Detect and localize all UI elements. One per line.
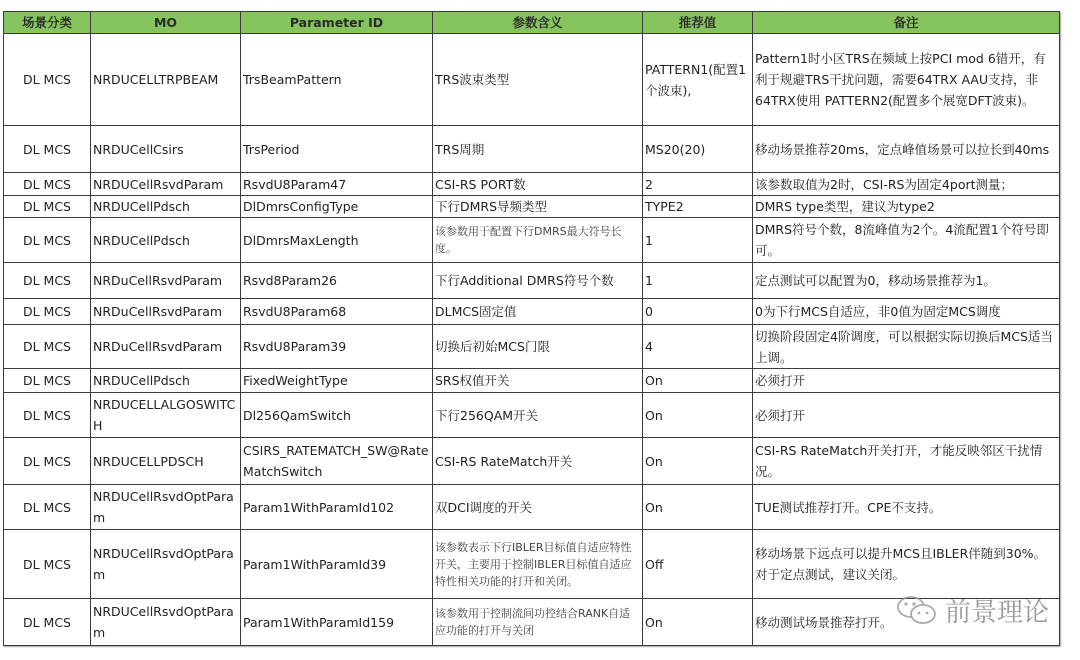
cell-notes: CSI-RS RateMatch开关打开，才能反映邻区干扰情况。 — [753, 438, 1060, 485]
cell-parameter-id: CSIRS_RATEMATCH_SW@RateMatchSwitch — [241, 438, 433, 485]
cell-scene: DL MCS — [4, 263, 91, 299]
cell-scene: DL MCS — [4, 196, 91, 218]
cell-mo: NRDUCELLALGOSWITCH — [91, 393, 241, 438]
cell-mo: NRDUCellCsirs — [91, 126, 241, 173]
header-recommended-value: 推荐值 — [643, 12, 753, 34]
table-row — [4, 393, 1060, 438]
cell-mo: NRDUCellPdsch — [91, 218, 241, 263]
cell-parameter-id: RsvdU8Param68 — [241, 299, 433, 325]
table-row — [4, 218, 1060, 263]
cell-notes: DMRS type类型，建议为type2 — [753, 196, 1060, 218]
cell-meaning: CSI-RS PORT数 — [433, 173, 643, 196]
header-parameter-id: Parameter ID — [241, 12, 433, 34]
cell-mo: NRDUCELLTRPBEAM — [91, 34, 241, 126]
cell-notes: Pattern1时小区TRS在频域上按PCI mod 6错开，有利于规避TRS干扰问题，需要64TRX AAU支持，非64TRX使用 PATTERN2(配置多个展宽DFT波束)。 — [753, 34, 1060, 126]
cell-mo: NRDUCellRsvdOptParam — [91, 485, 241, 530]
table-row — [4, 173, 1060, 196]
cell-parameter-id: DlDmrsConfigType — [241, 196, 433, 218]
table-row — [4, 325, 1060, 369]
cell-recommended-value: 2 — [643, 173, 753, 196]
cell-recommended-value: On — [643, 599, 753, 646]
cell-mo: NRDuCellRsvdParam — [91, 299, 241, 325]
cell-notes: 移动测试场景推荐打开。 — [753, 599, 1060, 646]
cell-meaning: 下行Additional DMRS符号个数 — [433, 263, 643, 299]
cell-meaning: TRS周期 — [433, 126, 643, 173]
cell-parameter-id: Dl256QamSwitch — [241, 393, 433, 438]
cell-recommended-value: 4 — [643, 325, 753, 369]
cell-parameter-id: RsvdU8Param39 — [241, 325, 433, 369]
cell-recommended-value: 1 — [643, 218, 753, 263]
cell-mo: NRDUCellRsvdOptParam — [91, 599, 241, 646]
cell-meaning: DLMCS固定值 — [433, 299, 643, 325]
table-row — [4, 369, 1060, 393]
cell-parameter-id: Param1WithParamId39 — [241, 530, 433, 599]
cell-scene: DL MCS — [4, 173, 91, 196]
cell-notes: 移动场景推荐20ms，定点峰值场景可以拉长到40ms — [753, 126, 1060, 173]
table-row — [4, 599, 1060, 646]
cell-notes: 必须打开 — [753, 393, 1060, 438]
table-row — [4, 196, 1060, 218]
cell-scene: DL MCS — [4, 438, 91, 485]
header-mo: MO — [91, 12, 241, 34]
cell-parameter-id: Rsvd8Param26 — [241, 263, 433, 299]
cell-meaning: 该参数用于控制流间功控结合RANK自适应功能的打开与关闭 — [433, 599, 643, 646]
cell-recommended-value: On — [643, 485, 753, 530]
cell-recommended-value: TYPE2 — [643, 196, 753, 218]
cell-mo: NRDUCellRsvdParam — [91, 173, 241, 196]
cell-parameter-id: FixedWeightType — [241, 369, 433, 393]
cell-recommended-value: On — [643, 438, 753, 485]
cell-meaning: CSI-RS RateMatch开关 — [433, 438, 643, 485]
cell-recommended-value: PATTERN1(配置1个波束), — [643, 34, 753, 126]
cell-recommended-value: On — [643, 369, 753, 393]
cell-mo: NRDuCellRsvdParam — [91, 325, 241, 369]
cell-notes: 0为下行MCS自适应，非0值为固定MCS调度 — [753, 299, 1060, 325]
cell-recommended-value: On — [643, 393, 753, 438]
header-meaning: 参数含义 — [433, 12, 643, 34]
cell-meaning: 下行DMRS导频类型 — [433, 196, 643, 218]
cell-scene: DL MCS — [4, 485, 91, 530]
table-row — [4, 299, 1060, 325]
cell-parameter-id: DlDmrsMaxLength — [241, 218, 433, 263]
cell-mo: NRDUCELLPDSCH — [91, 438, 241, 485]
table-row — [4, 263, 1060, 299]
cell-scene: DL MCS — [4, 530, 91, 599]
cell-scene: DL MCS — [4, 34, 91, 126]
parameter-table — [3, 11, 1060, 646]
cell-meaning: SRS权值开关 — [433, 369, 643, 393]
cell-parameter-id: Param1WithParamId159 — [241, 599, 433, 646]
cell-scene: DL MCS — [4, 299, 91, 325]
cell-notes: 必须打开 — [753, 369, 1060, 393]
cell-scene: DL MCS — [4, 369, 91, 393]
cell-meaning: TRS波束类型 — [433, 34, 643, 126]
table-row — [4, 126, 1060, 173]
table-row — [4, 438, 1060, 485]
cell-meaning: 该参数用于配置下行DMRS最大符号长度。 — [433, 218, 643, 263]
cell-mo: NRDuCellRsvdParam — [91, 263, 241, 299]
cell-notes: 切换阶段固定4阶调度，可以根据实际切换后MCS适当上调。 — [753, 325, 1060, 369]
cell-notes: 定点测试可以配置为0，移动场景推荐为1。 — [753, 263, 1060, 299]
cell-mo: NRDUCellPdsch — [91, 196, 241, 218]
watermark-text: 前景理论 — [945, 598, 1050, 628]
header-notes: 备注 — [753, 12, 1060, 34]
cell-mo: NRDUCellPdsch — [91, 369, 241, 393]
table-header-row — [4, 12, 1060, 34]
header-scene: 场景分类 — [4, 12, 91, 34]
cell-parameter-id: RsvdU8Param47 — [241, 173, 433, 196]
cell-scene: DL MCS — [4, 393, 91, 438]
cell-recommended-value: 1 — [643, 263, 753, 299]
cell-notes: 移动场景下远点可以提升MCS且IBLER伴随到30%。对于定点测试，建议关闭。 — [753, 530, 1060, 599]
cell-notes: TUE测试推荐打开。CPE不支持。 — [753, 485, 1060, 530]
cell-meaning: 切换后初始MCS门限 — [433, 325, 643, 369]
cell-scene: DL MCS — [4, 325, 91, 369]
cell-meaning: 下行256QAM开关 — [433, 393, 643, 438]
cell-recommended-value: 0 — [643, 299, 753, 325]
cell-meaning: 双DCI调度的开关 — [433, 485, 643, 530]
table-row — [4, 530, 1060, 599]
cell-scene: DL MCS — [4, 218, 91, 263]
cell-notes: DMRS符号个数，8流峰值为2个。4流配置1个符号即可。 — [753, 218, 1060, 263]
cell-recommended-value: MS20(20) — [643, 126, 753, 173]
cell-meaning: 该参数表示下行IBLER目标值自适应特性开关，主要用于控制IBLER目标值自适应特性相关功能的打开和关闭。 — [433, 530, 643, 599]
cell-recommended-value: Off — [643, 530, 753, 599]
cell-mo: NRDUCellRsvdOptParam — [91, 530, 241, 599]
cell-parameter-id: Param1WithParamId102 — [241, 485, 433, 530]
cell-notes: 该参数取值为2时，CSI-RS为固定4port测量； — [753, 173, 1060, 196]
cell-parameter-id: TrsBeamPattern — [241, 34, 433, 126]
cell-parameter-id: TrsPeriod — [241, 126, 433, 173]
cell-scene: DL MCS — [4, 126, 91, 173]
table-row — [4, 485, 1060, 530]
table-row — [4, 34, 1060, 126]
cell-scene: DL MCS — [4, 599, 91, 646]
